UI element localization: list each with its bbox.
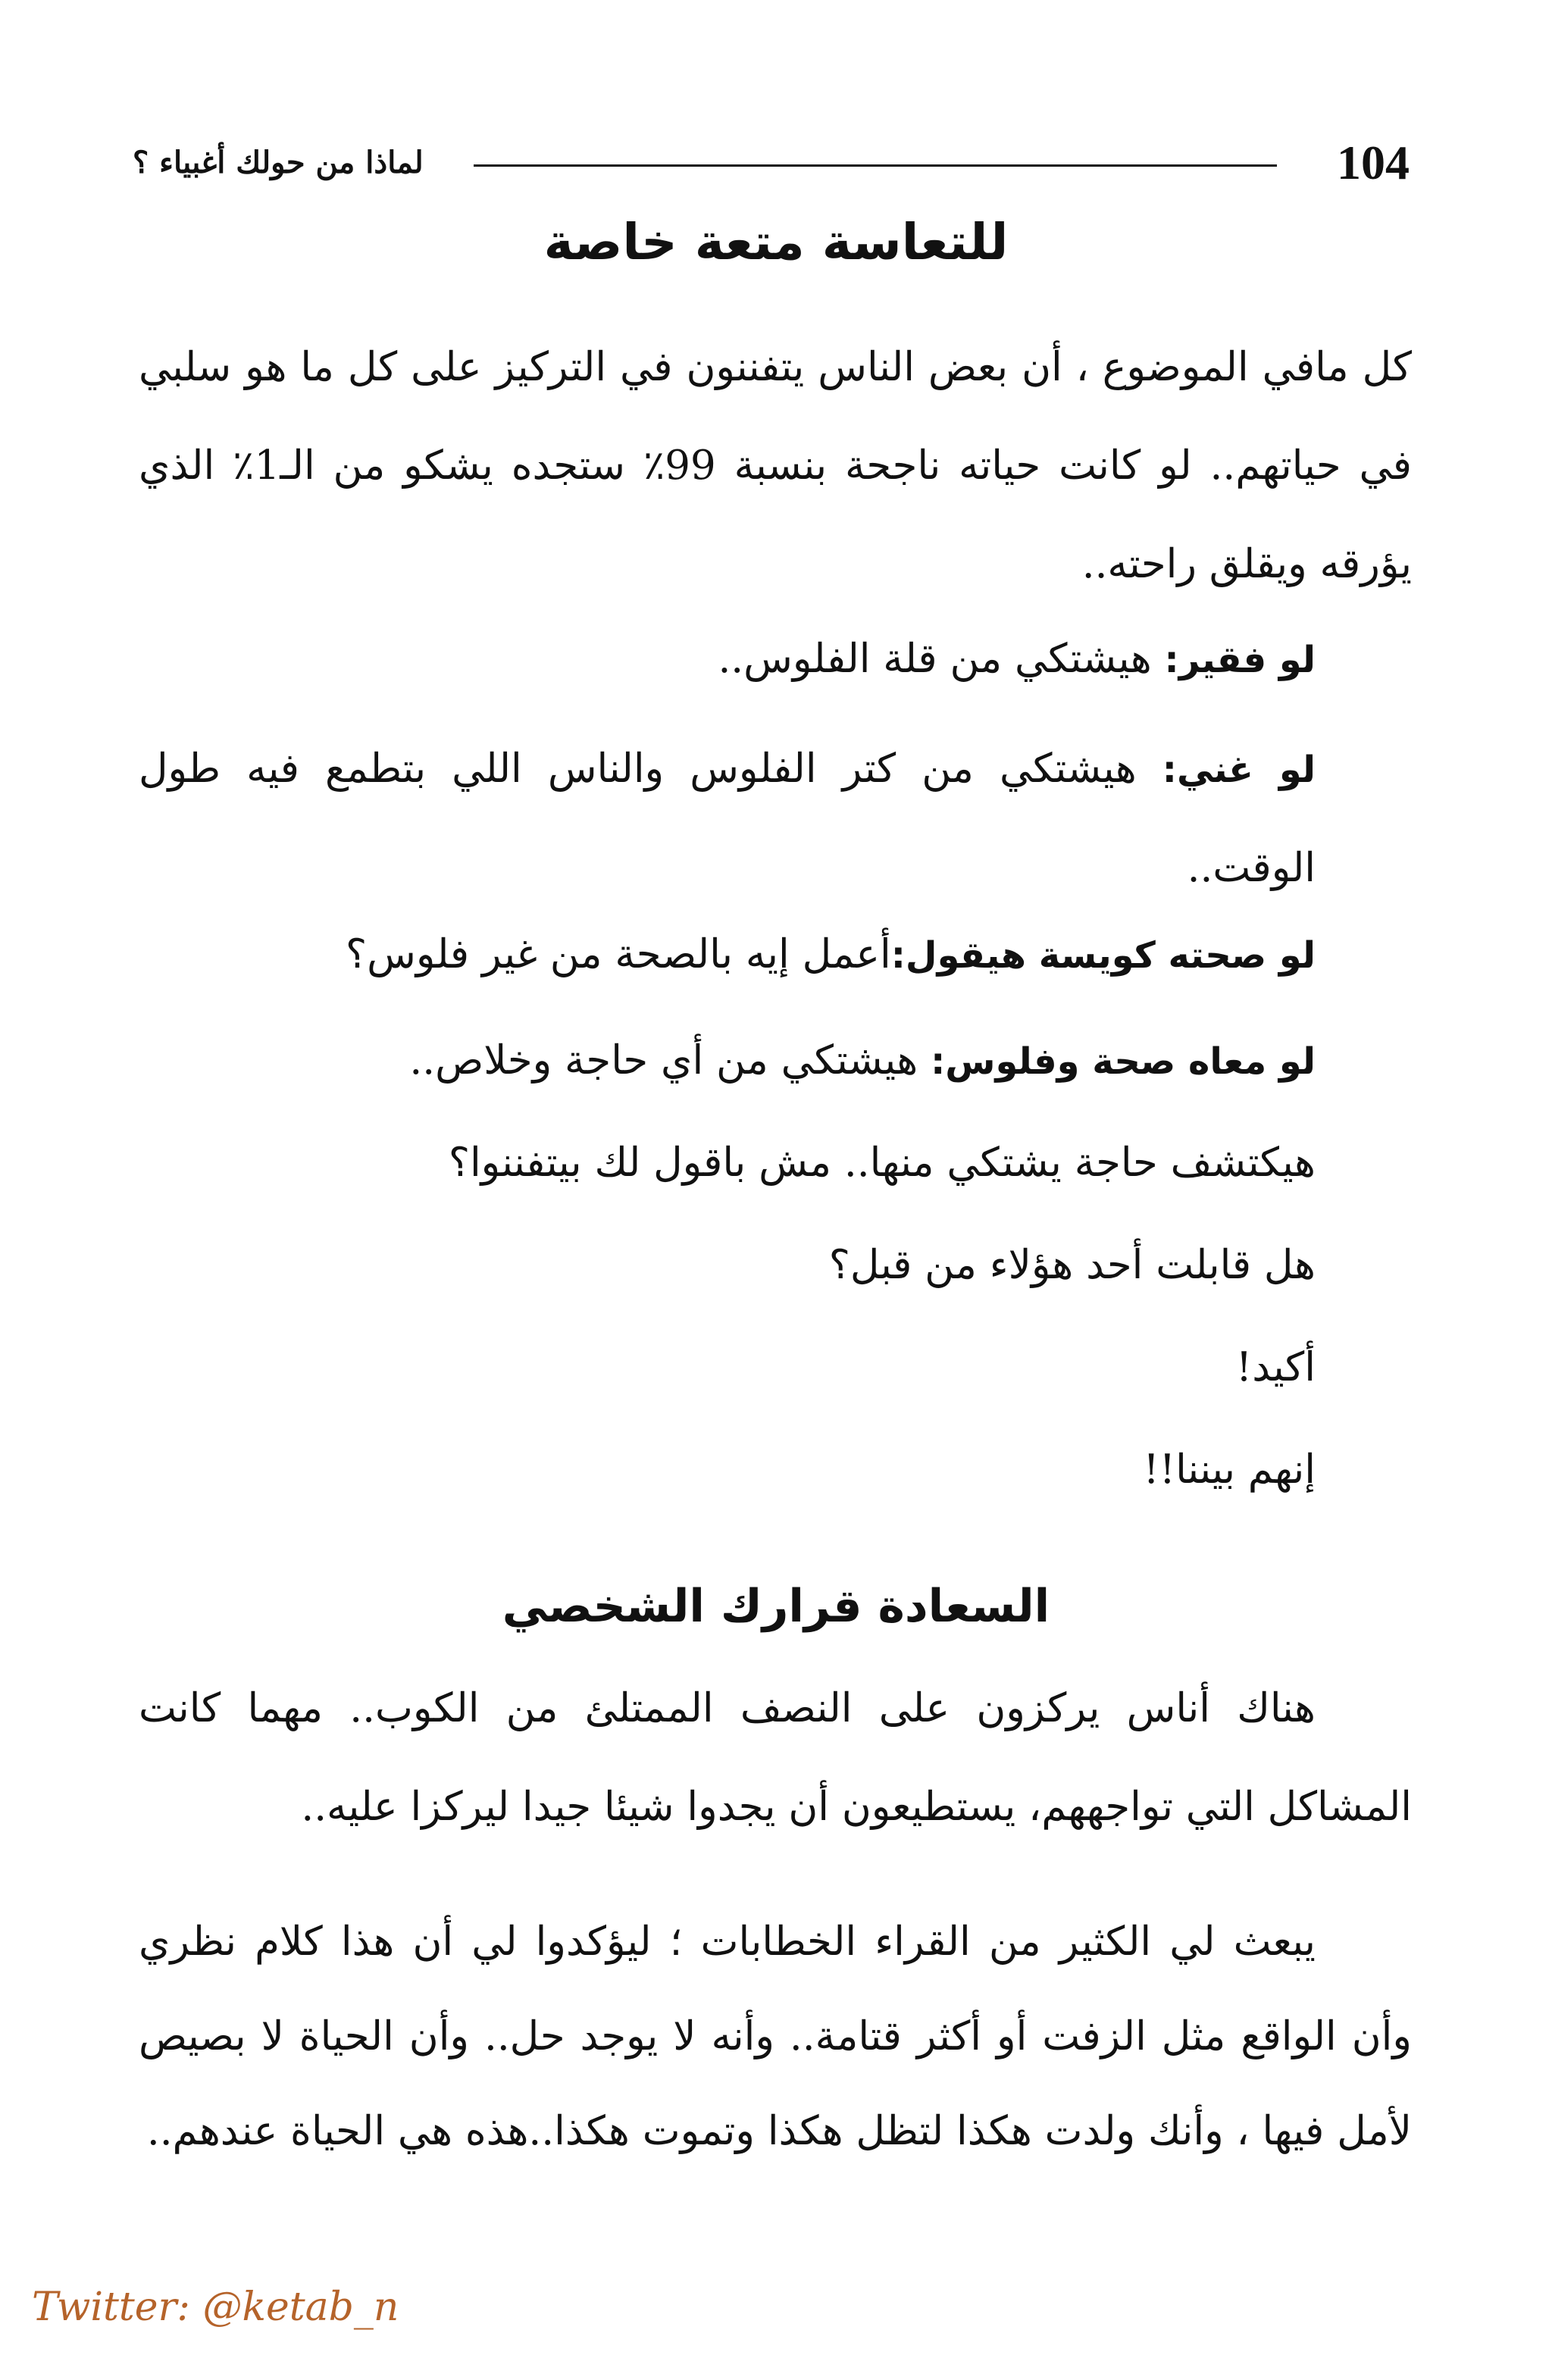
rich-label: لو غني:	[1162, 749, 1316, 791]
sure-line: أكيد!	[1235, 1344, 1316, 1390]
among-line: إنهم بيننا!!	[1143, 1446, 1316, 1493]
both-label: لو معاه صحة وفلوس:	[931, 1040, 1316, 1083]
half-full-text: هناك أناس يركزون على النصف الممتلئ من الكوب.. مهما كانت المشاكل التي تواجههم، يستطيعون أن يجدوا شيئا جيدا ليركزا عليه..	[139, 1685, 1412, 1830]
both-line	[409, 1015, 1316, 1107]
healthy-line	[346, 909, 1316, 1001]
poor-text: هيشتكي من قلة الفلوس..	[718, 636, 1165, 682]
half-full-line	[139, 1659, 1412, 1856]
section-title-2: السعادة قرارك الشخصي	[502, 1580, 1050, 1633]
intro-text: كل مافي الموضوع ، أن بعض الناس يتفننون في التركيز على كل ما هو سلبي في حياتهم.. لو كانت حياته ناجحة بنسبة 99٪ ستجده يشكو من الـ1٪ الذي يؤرقه ويقلق راحته..	[139, 344, 1412, 587]
letters-line	[139, 1894, 1412, 2178]
page-number: 104	[1337, 136, 1410, 189]
rich-paragraph	[139, 720, 1412, 918]
page-header	[133, 129, 1410, 197]
both-text: هيشتكي من أي حاجة وخلاص..	[409, 1037, 931, 1084]
header-rule	[474, 164, 1277, 167]
healthy-text: أعمل إيه بالصحة من غير فلوس؟	[346, 931, 891, 977]
paragraph-half-full	[139, 1659, 1412, 1856]
rich-line	[139, 720, 1412, 918]
twitter-credit: Twitter: @ketab_n	[32, 2285, 399, 2330]
letters-text: يبعث لي الكثير من القراء الخطابات ؛ ليؤكدوا لي أن هذا كلام نظري وأن الواقع مثل الزفت أو أكثر قتامة.. وأنه لا يوجد حل.. وأن الحياة لا بصيص لأمل فيها ، وأنك ولدت هكذا لتظل هكذا وتموت هكذا..هذه هي الحياة عندهم..	[139, 1919, 1412, 2154]
rich-text: هيشتكي من كتر الفلوس والناس اللي بتطمع فيه طول الوقت..	[139, 746, 1316, 891]
paragraph-letters	[139, 1894, 1412, 2178]
section-title: للتعاسة متعة خاصة	[543, 213, 1009, 271]
healthy-label: لو صحته كويسة هيقول:	[890, 934, 1316, 977]
poor-label: لو فقير:	[1164, 639, 1316, 681]
intro-paragraph	[139, 318, 1412, 614]
question-line: هل قابلت أحد هؤلاء من قبل؟	[828, 1242, 1316, 1288]
running-title: لماذا من حولك أغبياء ؟	[133, 145, 424, 180]
poor-line	[718, 614, 1316, 705]
discover-line: هيكتشف حاجة يشتكي منها.. مش باقول لك بيتفننوا؟	[448, 1140, 1316, 1186]
